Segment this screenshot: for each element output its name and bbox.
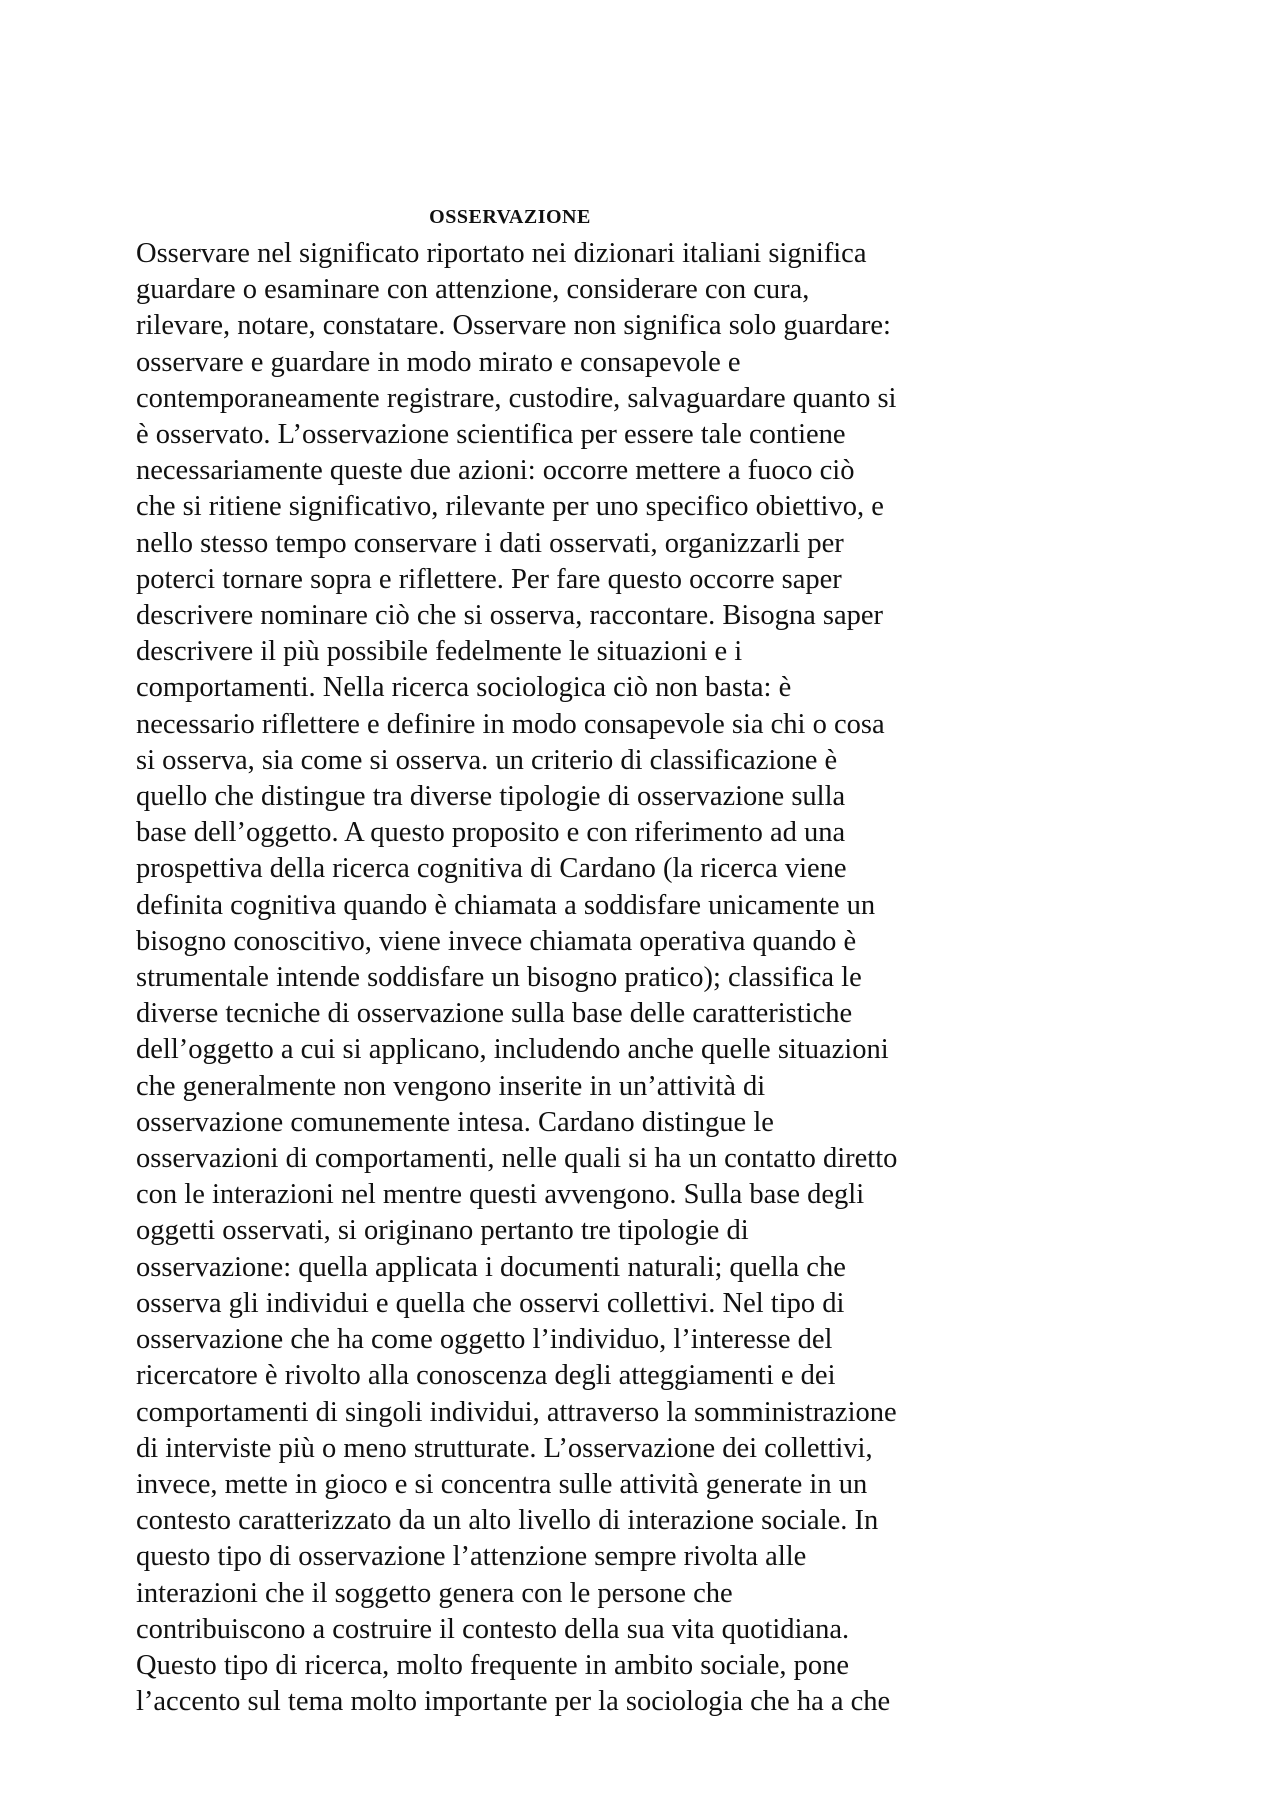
document-body [136,236,1016,1720]
text-line: invece, mette in gioco e si concentra sulle attività generate in un [136,1468,868,1500]
text-line: osservazione comunemente intesa. Cardano distingue le [136,1106,774,1138]
text-line: contemporaneamente registrare, custodire, salvaguardare quanto si [136,382,897,414]
text-line: di interviste più o meno strutturate. L’osservazione dei collettivi, [136,1432,873,1464]
text-line: descrivere nominare ciò che si osserva, raccontare. Bisogna saper [136,600,884,632]
text-line: necessariamente queste due azioni: occorre mettere a fuoco ciò [136,455,855,487]
text-line: Questo tipo di ricerca, molto frequente in ambito sociale, pone [136,1649,850,1681]
text-line: diverse tecniche di osservazione sulla base delle caratteristiche [136,998,853,1030]
text-line: comportamenti di singoli individui, attraverso la somministrazione [136,1396,897,1428]
text-line: necessario riflettere e definire in modo consapevole sia chi o cosa [136,708,885,740]
text-line: base dell’oggetto. A questo proposito e con riferimento ad una [136,817,846,849]
text-line: questo tipo di osservazione l’attenzione sempre rivolta alle [136,1541,807,1573]
text-line: comportamenti. Nella ricerca sociologica ciò non basta: è [136,672,792,704]
text-line: definita cognitiva quando è chiamata a soddisfare unicamente un [136,889,876,921]
document-title: OSSERVAZIONE [429,206,591,228]
text-line: osservare e guardare in modo mirato e consapevole e [136,346,741,378]
text-line: si osserva, sia come si osserva. un criterio di classificazione è [136,744,838,776]
text-line: descrivere il più possibile fedelmente le situazioni e i [136,636,743,668]
text-line: osserva gli individui e quella che osservi collettivi. Nel tipo di [136,1287,845,1319]
text-line: oggetti osservati, si originano pertanto tre tipologie di [136,1215,749,1247]
text-line: guardare o esaminare con attenzione, considerare con cura, [136,274,810,306]
text-line: l’accento sul tema molto importante per la sociologia che ha a che [136,1686,891,1718]
text-line: bisogno conoscitivo, viene invece chiamata operativa quando è [136,925,857,957]
text-line: ricercatore è rivolto alla conoscenza degli atteggiamenti e dei [136,1360,836,1392]
text-line: che si ritiene significativo, rilevante per uno specifico obiettivo, e [136,491,884,523]
text-line: interazioni che il soggetto genera con le persone che [136,1577,733,1609]
text-line: contribuiscono a costruire il contesto della sua vita quotidiana. [136,1613,850,1645]
text-line: osservazione che ha come oggetto l’individuo, l’interesse del [136,1324,833,1356]
text-line: dell’oggetto a cui si applicano, includendo anche quelle situazioni [136,1034,889,1066]
text-line: osservazione: quella applicata i documenti naturali; quella che [136,1251,846,1283]
text-line: prospettiva della ricerca cognitiva di Cardano (la ricerca viene [136,853,847,885]
text-line: osservazioni di comportamenti, nelle quali si ha un contatto diretto [136,1143,898,1175]
text-line: strumentale intende soddisfare un bisogno pratico); classifica le [136,962,862,994]
text-line: quello che distingue tra diverse tipologie di osservazione sulla [136,781,846,813]
text-line: con le interazioni nel mentre questi avvengono. Sulla base degli [136,1179,865,1211]
text-line: nello stesso tempo conservare i dati osservati, organizzarli per [136,527,844,559]
text-line: contesto caratterizzato da un alto livello di interazione sociale. In [136,1505,879,1537]
text-line: che generalmente non vengono inserite in un’attività di [136,1070,766,1102]
text-line: rilevare, notare, constatare. Osservare non significa solo guardare: [136,310,891,342]
text-line: poterci tornare sopra e riflettere. Per fare questo occorre saper [136,563,842,595]
text-line: Osservare nel significato riportato nei dizionari italiani significa [136,238,867,269]
text-line: è osservato. L’osservazione scientifica per essere tale contiene [136,419,846,451]
